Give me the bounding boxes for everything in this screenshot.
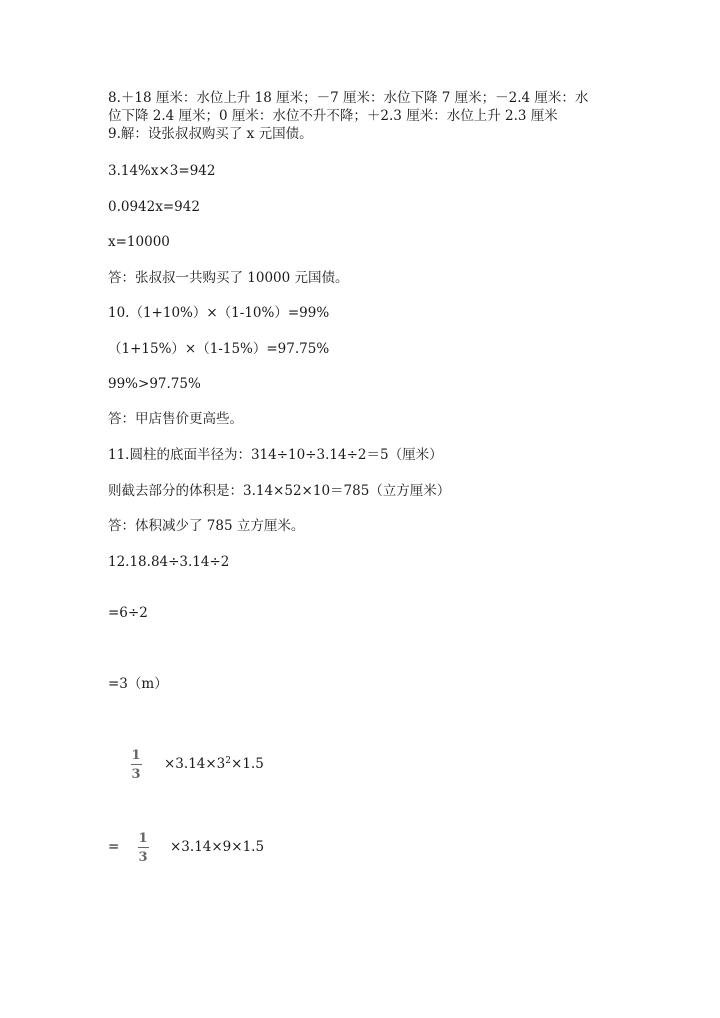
answer-10-step-3: 99%>97.75% [108, 376, 201, 392]
fraction-denominator: 3 [131, 767, 141, 782]
answer-9-conclusion: 答：张叔叔一共购买了 10000 元国债。 [108, 270, 349, 286]
answer-11-step-2: 则截去部分的体积是：3.14×52×10＝785（立方厘米） [108, 483, 451, 499]
answer-12-volume-formula [164, 755, 264, 773]
answer-8-line-1: 8.＋18 厘米：水位上升 18 厘米；－7 厘米：水位下降 7 厘米；－2.4 厘米：水 [108, 90, 589, 106]
answer-11-step-1: 11.圆柱的底面半径为：314÷10÷3.14÷2＝5（厘米） [108, 447, 443, 463]
answer-9-step-1: 3.14%x×3=942 [108, 163, 216, 179]
fraction-numerator: 1 [131, 748, 141, 763]
fraction-bar [131, 764, 142, 765]
answer-11-conclusion: 答：体积减少了 785 立方厘米。 [108, 518, 305, 534]
answer-9-step-3: x=10000 [108, 234, 170, 250]
answer-9-heading: 9.解：设张叔叔购买了 x 元国债。 [108, 126, 313, 142]
volume-formula-part-a: ×3.14×3 [164, 756, 226, 772]
answer-10-step-2: （1+15%）×（1-15%）=97.75% [108, 341, 330, 357]
answer-12-step-3: =3（m） [108, 676, 168, 692]
fraction-one-third-2 [137, 832, 149, 864]
fraction-one-third [130, 749, 142, 781]
answer-12-equals-sign: = [108, 839, 120, 855]
fraction-bar-2 [138, 847, 149, 848]
answer-12-volume-evaluated: ×3.14×9×1.5 [170, 839, 265, 855]
answer-12-step-2: =6÷2 [108, 605, 148, 621]
answer-8-line-2: 位下降 2.4 厘米；0 厘米：水位不升不降；＋2.3 厘米：水位上升 2.3 厘米 [108, 108, 558, 124]
volume-formula-exponent: 2 [225, 756, 232, 766]
answer-10-step-1: 10.（1+10%）×（1-10%）=99% [108, 305, 330, 321]
fraction-numerator-2: 1 [138, 831, 148, 846]
answer-9-step-2: 0.0942x=942 [108, 199, 200, 215]
answer-10-conclusion: 答：甲店售价更高些。 [108, 411, 243, 427]
volume-formula-part-b: ×1.5 [231, 756, 264, 772]
answer-12-step-1: 12.18.84÷3.14÷2 [108, 554, 230, 570]
fraction-denominator-2: 3 [138, 850, 148, 865]
